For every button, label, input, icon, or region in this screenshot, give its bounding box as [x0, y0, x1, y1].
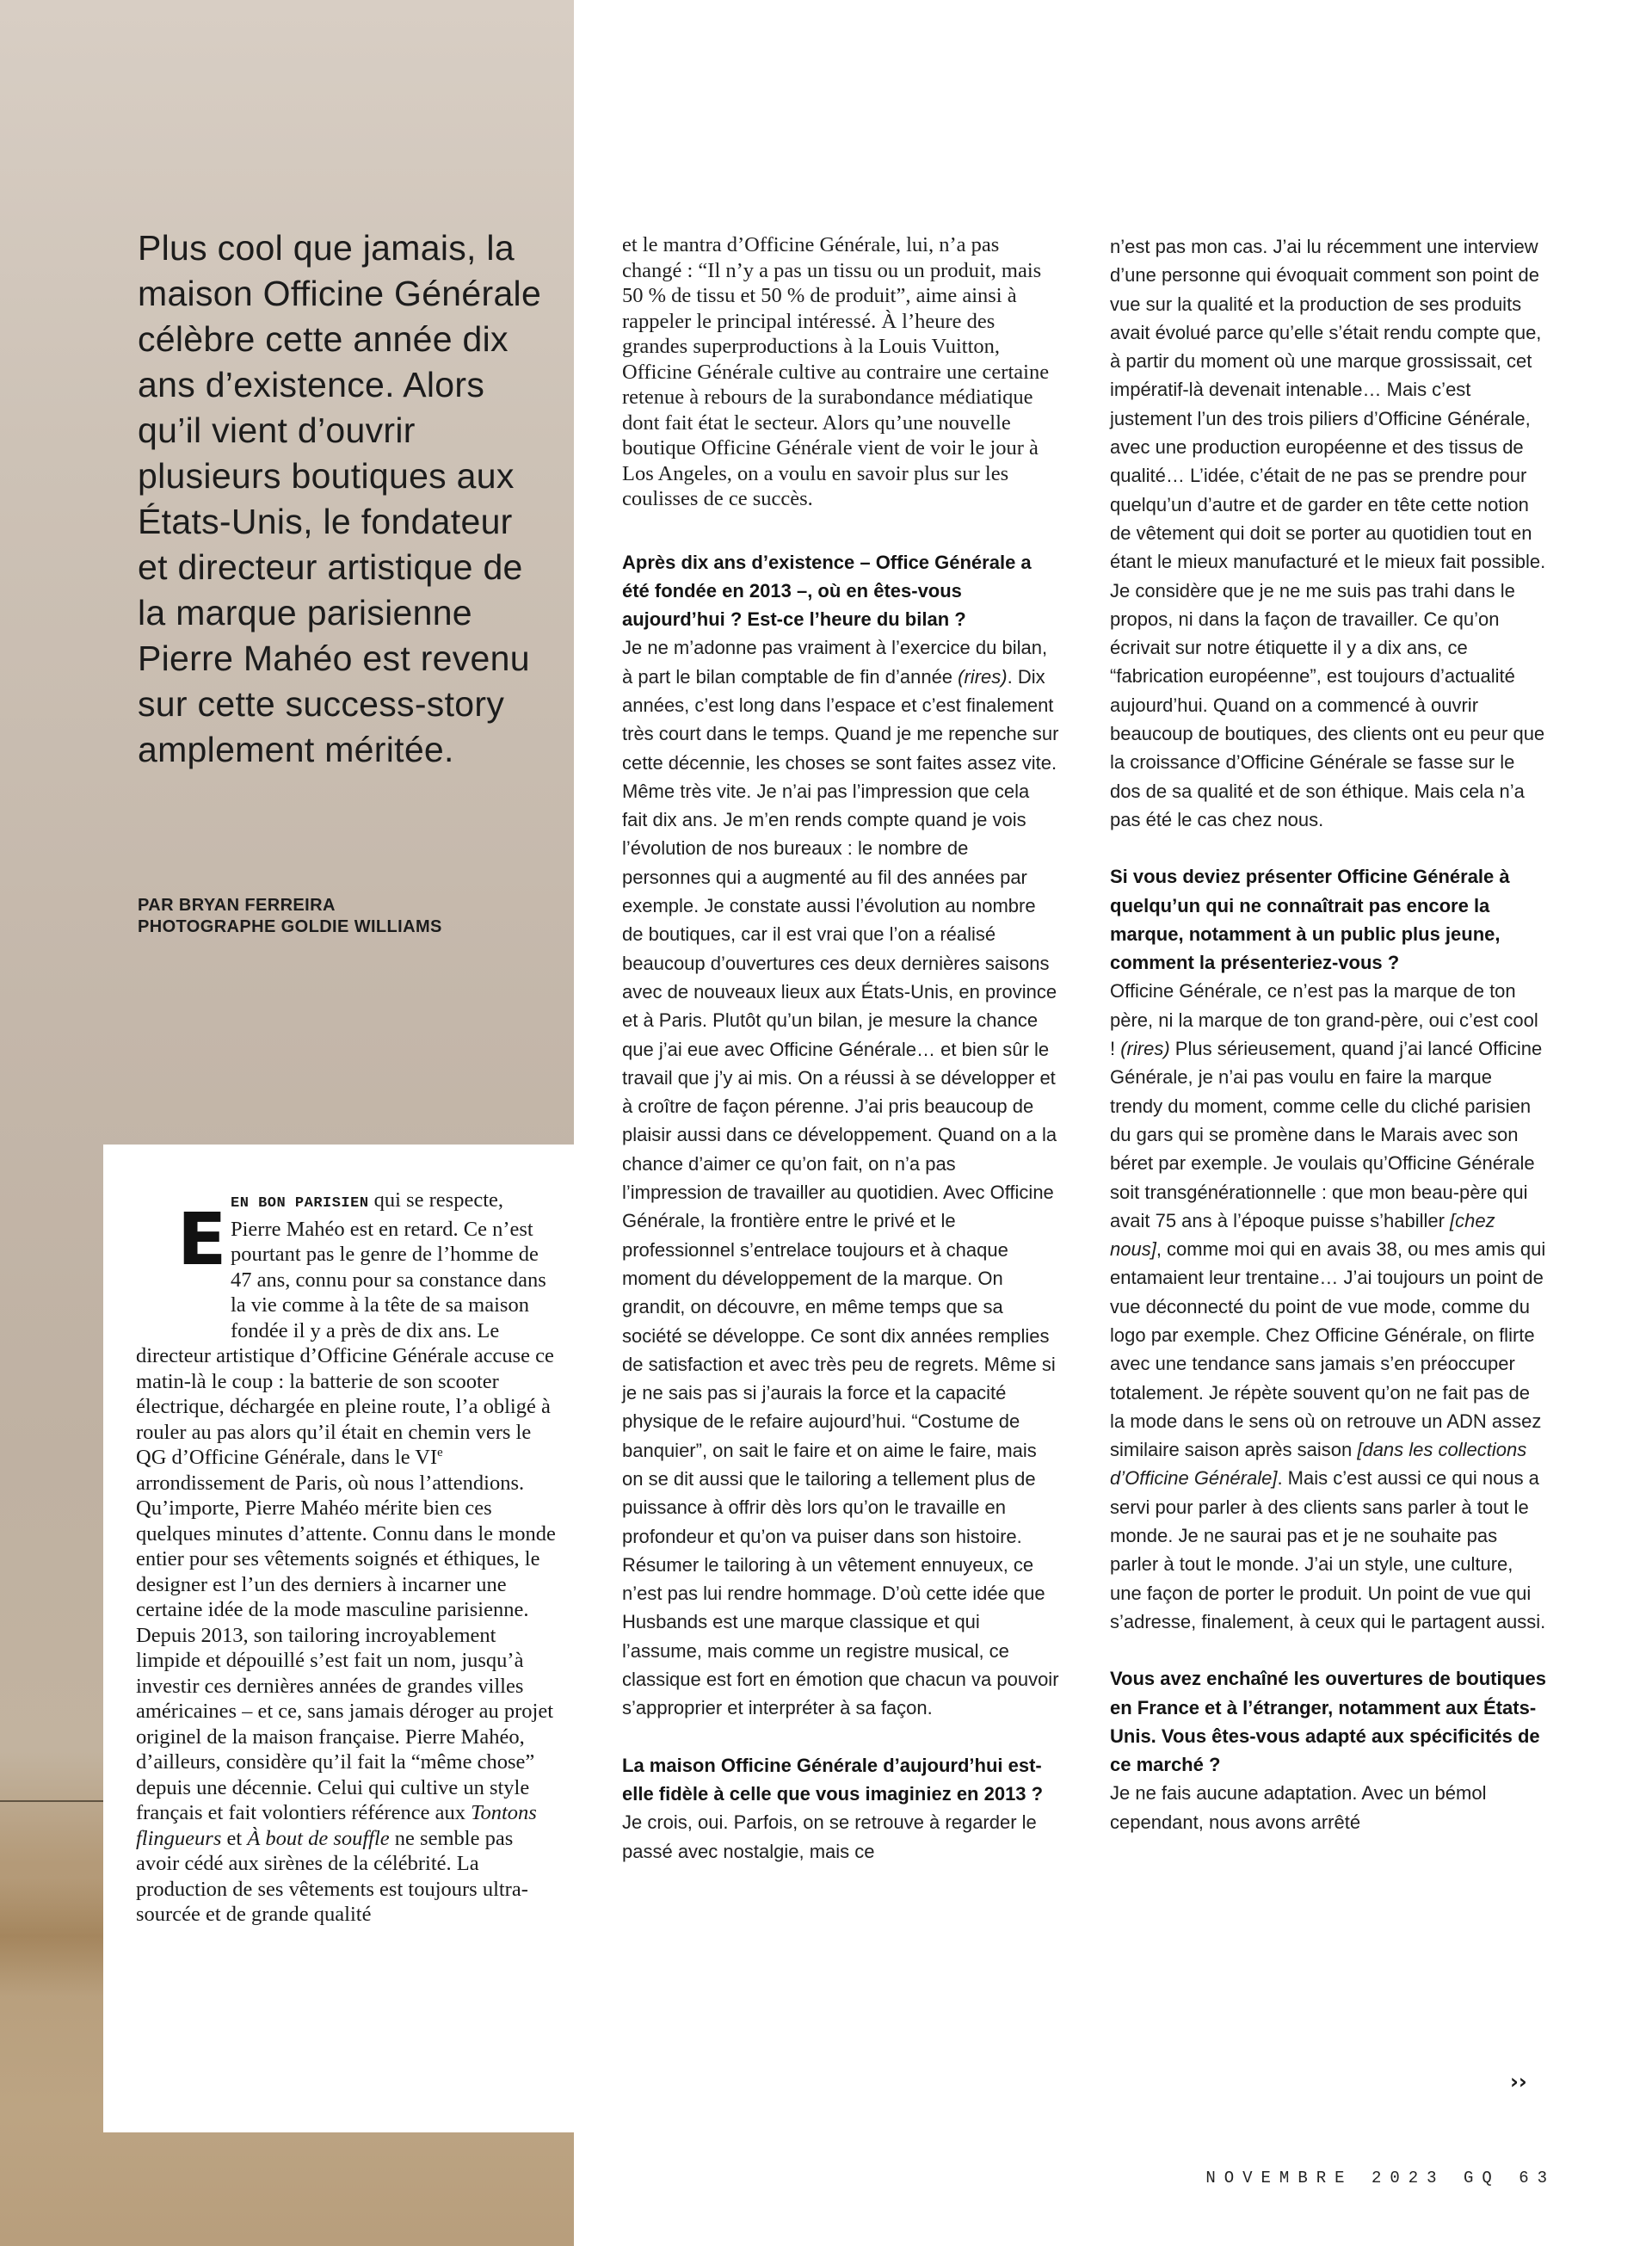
intro-continuation: et le mantra d’Officine Générale, lui, n’a pas changé : “Il n’y a pas un tissu ou un produit, mais 50 % de tissu et 50 % de produit”, aime ainsi à rappeler le principal intéressé. À l’heure des grandes superproductions à la Louis Vuitton, Officine Générale cultive au contraire une certaine retenue à rebours de la surabondance médiatique dont fait état le secteur. Alors qu’une nouvelle boutique Officine Générale vient de voir le jour à Los Angeles, on a voulu en savoir plus sur les coulisses de ce succès. — [622, 233, 1050, 510]
answer-text: Officine Générale, ce n’est pas la marque de ton père, ni la marque de ton grand-père, oui c’est cool ! — [1110, 980, 1538, 1060]
question: La maison Officine Générale d’aujourd’hui est-elle fidèle à celle que vous imaginiez en 2013 ? — [622, 1754, 1044, 1805]
question: Si vous deviez présenter Officine Générale à quelqu’un qui ne connaîtrait pas encore la marque, notamment à un public plus jeune, comment la présenteriez-vous ? — [1110, 866, 1510, 974]
editorial-insert: [chez nous] — [1110, 1209, 1495, 1261]
answer: Je ne fais aucune adaptation. Avec un bémol cependant, nous avons arrêté — [1110, 1782, 1487, 1833]
folio-date: NOVEMBRE 2023 — [1205, 2169, 1446, 2187]
folio-page-number: 63 — [1519, 2169, 1556, 2187]
photo-floor-line — [0, 1800, 103, 1802]
lead-paragraph — [136, 1188, 558, 1928]
standfirst: Plus cool que jamais, la maison Officine Générale célèbre cette année dix ans d’existence. Alors qu’il vient d’ouvrir plusieurs boutiques aux États-Unis, le fondateur et directeur artistique de la marque parisienne Pierre Mahéo est revenu sur cette success-story amplement méritée. — [138, 228, 542, 769]
column-2 — [622, 232, 1059, 1866]
lead-text-part: et — [221, 1826, 248, 1850]
answer-text: . Mais c’est aussi ce qui nous a servi pour parler à des clients sans parler à tout le monde. Je ne saurai pas et je ne souhaite pas parler à tout le monde. J’ai un style, une culture, une façon de porter le produit. Un point de vue qui s’adresse, finalement, à ceux qui le partagent aussi. — [1110, 1467, 1546, 1632]
question: Après dix ans d’existence – Office Générale a été fondée en 2013 –, où en êtes-vous aujourd’hui ? Est-ce l’heure du bilan ? — [622, 551, 1032, 631]
lead-text-box — [103, 1145, 574, 2132]
editorial-insert: [dans les collections d’Officine Générale] — [1110, 1439, 1527, 1490]
credits — [138, 895, 542, 938]
aside-rires: (rires) — [958, 665, 1008, 688]
aside-rires: (rires) — [1120, 1038, 1170, 1060]
lead-opening-caps: EN BON PARISIEN — [231, 1195, 369, 1212]
byline-author: PAR BRYAN FERREIRA — [138, 896, 336, 915]
lead-text-part: ne semble pas avoir cédé aux sirènes de la célébrité. La production de ses vêtements est toujours ultra-sourcée et de grande qualité — [136, 1826, 528, 1926]
ordinal-superscript: e — [437, 1445, 443, 1459]
question: Vous avez enchaîné les ouvertures de boutiques en France et à l’étranger, notamment aux États-Unis. Vous êtes-vous adapté aux spécificités de ce marché ? — [1110, 1668, 1546, 1776]
answer-continuation: n’est pas mon cas. J’ai lu récemment une interview d’une personne qui évoquait comment son point de vue sur la qualité et la production de ses produits avait évolué parce qu’elle s’était rendu compte que, à partir du moment où une marque grossissait, cet impératif-là devenait intenable… Mais c’est justement l’un des trois piliers d’Officine Générale, avec une production européenne et des tissus de qualité… L’idée, c’était de ne pas se prendre pour quelqu’un d’autre et de garder en tête cette notion de vêtement qui doit se porter au quotidien tout en étant le mieux manufacturé et le mieux fait possible. Je considère que je ne me suis pas trahi dans le propos, ni dans la façon de travailler. Ce qu’on écrivait sur notre étiquette il y a dix ans, ce “fabrication européenne”, est toujours d’actualité aujourd’hui. Quand on a commencé à ouvrir beaucoup de boutiques, des clients ont eu peur que la croissance d’Officine Générale se fasse sur le dos de sa qualité et de son éthique. Mais cela n’a pas été le cas chez nous. — [1110, 236, 1546, 830]
answer-text: Plus sérieusement, quand j’ai lancé Officine Générale, je n’ai pas voulu en faire la marque trendy du moment, comme celle du cliché parisien du gars qui se promène dans le Marais avec son béret par exemple. Je voulais qu’Officine Générale soit transgénérationnelle : que mon beau-père qui avait 75 ans à l’époque puisse s’habiller — [1110, 1038, 1543, 1231]
answer — [1110, 977, 1547, 1636]
answer-text: , comme moi qui en avais 38, ou mes amis qui entamaient leur trentaine… J’ai toujours un point de vue déconnecté du point de vue mode, comme du logo par exemple. Chez Officine Générale, on flirte avec une tendance sans jamais s’en préoccuper totalement. Je répète souvent qu’on ne fait pas de la mode dans le sens où on retrouve un ADN assez similaire saison après saison — [1110, 1238, 1546, 1461]
answer: Je crois, oui. Parfois, on se retrouve à regarder le passé avec nostalgie, mais ce — [622, 1811, 1037, 1862]
photo-floor-shadow — [0, 1876, 103, 1996]
column-3 — [1110, 232, 1547, 1836]
film-title: À bout de souffle — [247, 1826, 390, 1850]
folio-magazine: GQ — [1463, 2169, 1501, 2187]
drop-cap: E — [177, 1197, 227, 1281]
answer — [622, 633, 1059, 1722]
page-folio — [1205, 2169, 1556, 2187]
film-title: Tontons flingueurs — [136, 1801, 537, 1850]
lead-text-part: arrondissement de Paris, où nous l’attendions. Qu’importe, Pierre Mahéo mérite bien ces quelques minutes d’attente. Connu dans le monde entier pour ses vêtements soignés et éthiques, le designer est l’un des derniers à incarner une certaine idée de la mode masculine parisienne. Depuis 2013, son tailoring incroyablement limpide et dépouillé s’est fait un nom, jusqu’à investir ces dernières années de grandes villes américaines – et ce, sans jamais déroger au projet originel de la maison française. Pierre Mahéo, d’ailleurs, considère qu’il fait la “même chose” depuis une décennie. Celui qui cultive un style français et fait volontiers référence aux — [136, 1471, 556, 1824]
lead-text-part: qui se respecte, Pierre Mahéo est en retard. Ce n’est pourtant pas le genre de l’homme de 47 ans, connu pour sa constance dans la vie comme à la tête de sa maison fondée il y a près de dix ans. Le directeur artistique d’Officine Générale accuse ce matin-là le coup : la batterie de son scooter électrique, déchargée en pleine route, l’a obligé à rouler au pas alors qu’il était en chemin vers le QG d’Officine Générale, dans le VI — [136, 1188, 554, 1469]
continue-arrow-icon: ›› — [1510, 2070, 1527, 2094]
answer-text: Je ne m’adonne pas vraiment à l’exercice du bilan, à part le bilan comptable de fin d’année — [622, 637, 1048, 688]
byline-photographer: PHOTOGRAPHE GOLDIE WILLIAMS — [138, 917, 442, 936]
answer-text: . Dix années, c’est long dans l’espace et c’est finalement très court dans le temps. Quand je me repenche sur cette décennie, les choses se sont faites assez vite. Même très vite. Je n’ai pas l’impression que cela fait dix ans. Je m’en rends compte quand je vois l’évolution de nos bureaux : le nombre de personnes qui a augmenté au fil des années par exemple. Je constate aussi l’évolution au nombre de boutiques, car il est vrai que l’on a réalisé beaucoup d’ouvertures ces deux dernières saisons avec de nouveaux lieux aux États-Unis, en province et à Paris. Plutôt qu’un bilan, je mesure la chance que j’ai eue avec Officine Générale… et bien sûr le travail que j’y ai mis. On a réussi à se développer et à croître de façon pérenne. J’ai pris beaucoup de plaisir aussi dans ce développement. Quand on a la chance d’aimer ce qu’on fait, on n’a pas l’impression de travailler au quotidien. Avec Officine Générale, la frontière entre le privé et le professionnel s’entrelace toujours et à chaque moment du développement de la marque. On grandit, on découvre, en même temps que sa société se développe. Ce sont dix années remplies de satisfaction et avec très peu de regrets. Même si je ne sais pas si j’aurais la force et la capacité physique de le refaire aujourd’hui. “Costume de banquier”, on sait le faire et on aime le faire, mais on se dit aussi que le tailoring a tellement plus de puissance à offrir dès lors qu’on le travaille en profondeur et qu’on va puiser dans son histoire. Résumer le tailoring à un vêtement ennuyeux, ce n’est pas lui rendre hommage. D’où cette idée que Husbands est une marque classique et qui l’assume, mais comme un registre musical, ce classique est fort en émotion que chacun va pouvoir s’approprier et interpréter à sa façon. — [622, 665, 1059, 1719]
